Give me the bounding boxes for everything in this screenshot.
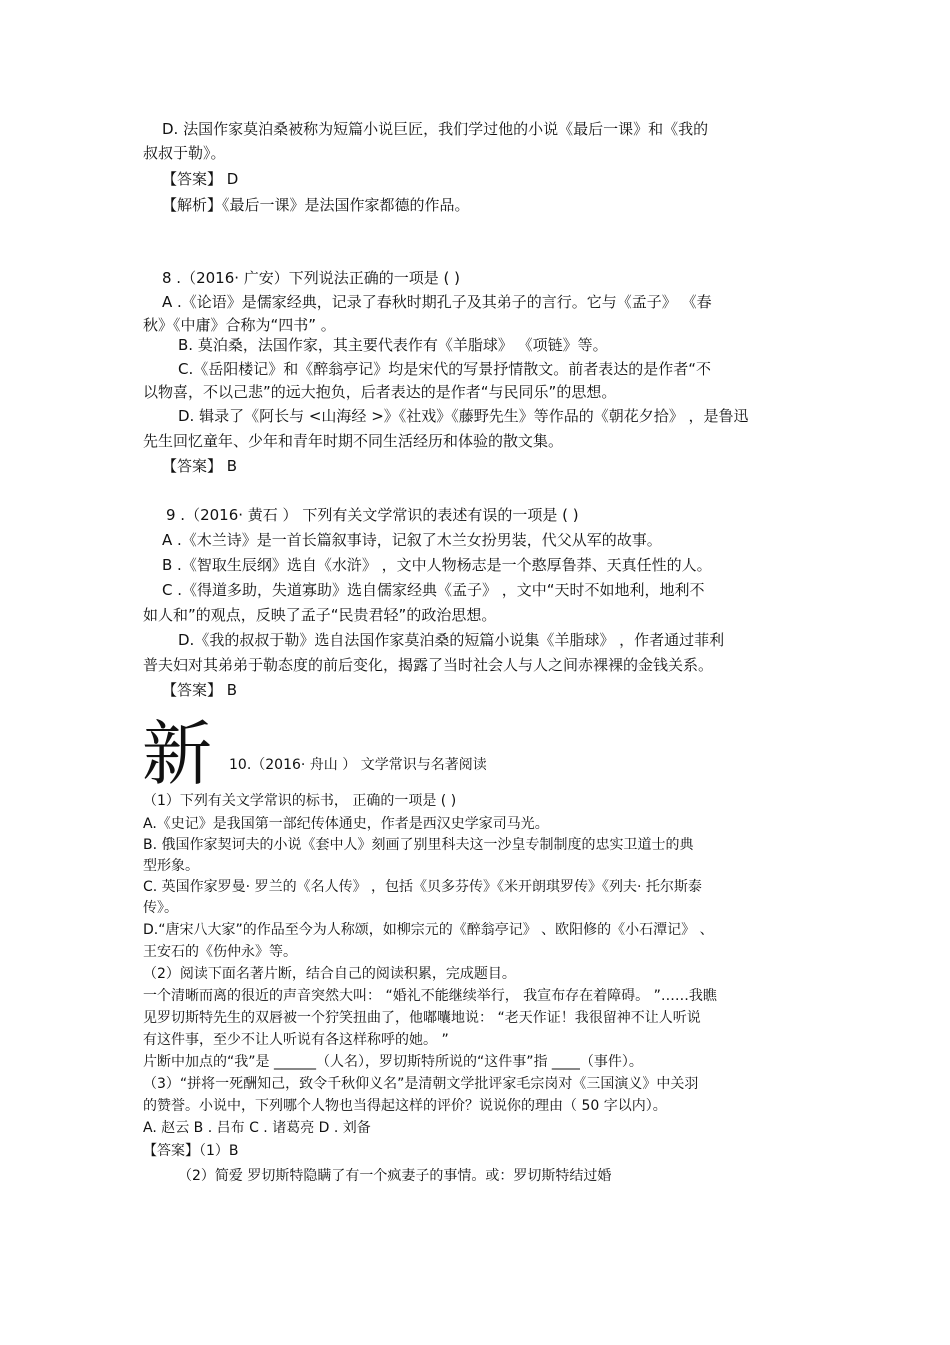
q10-part-2-prompt: （2）阅读下面名著片断，结合自己的阅读积累，完成题目。 bbox=[143, 966, 516, 982]
q10-part-1-prompt: （1）下列有关文学常识的标书， 正确的一项是 ( ) bbox=[143, 793, 457, 809]
answer-10-part-2: （2）简爱 罗切斯特隐瞒了有一个疯妻子的事情。或：罗切斯特结过婚 bbox=[178, 1168, 612, 1184]
q10-part-3-options: A. 赵云 B . 吕布 C . 诸葛亮 D . 刘备 bbox=[143, 1120, 371, 1136]
q9-option-d-line-1: D.《我的叔叔于勒》选自法国作家莫泊桑的短篇小说集《羊脂球》 ，作者通过菲利 bbox=[178, 631, 725, 649]
q10-option-c-line-1: C. 英国作家罗曼· 罗兰的《名人传》 ，包括《贝多芬传》《米开朗琪罗传》《列夫· 托尔斯泰 bbox=[143, 879, 702, 895]
large-watermark-character: 新 bbox=[142, 713, 212, 795]
analysis-7: 【解析】《最后一课》是法国作家都德的作品。 bbox=[162, 196, 470, 214]
excerpt-line-1: 一个清晰而离的很近的声音突然大叫： “婚礼不能继续举行， 我宣布存在着障碍。 ”……我瞧 bbox=[143, 988, 717, 1004]
excerpt-line-3: 有这件事，至少不让人听说有各这样称呼的她。 ” bbox=[143, 1032, 449, 1048]
q8-option-a-line-2: 秋》《中庸》合称为“四书” 。 bbox=[143, 316, 336, 334]
q10-option-a: A.《史记》是我国第一部纪传体通史，作者是西汉史学家司马光。 bbox=[143, 816, 549, 832]
q8-option-b: B. 莫泊桑，法国作家，其主要代表作有《羊脂球》 《项链》等。 bbox=[178, 336, 608, 354]
q8-option-d-line-2: 先生回忆童年、少年和青年时期不同生活经历和体验的散文集。 bbox=[143, 432, 564, 450]
q10-option-d-line-2: 王安石的《伤仲永》等。 bbox=[143, 944, 297, 960]
q9-option-d-line-2: 普夫妇对其弟弟于勒态度的前后变化，揭露了当时社会人与人之间赤裸裸的金钱关系。 bbox=[143, 656, 714, 674]
question-8-title: 8 .（2016· 广安）下列说法正确的一项是 ( ) bbox=[162, 269, 461, 287]
option-d-line-1: D. 法国作家莫泊桑被称为短篇小说巨匠，我们学过他的小说《最后一课》和《我的 bbox=[162, 120, 709, 138]
q8-option-c-line-2: 以物喜，不以己悲”的远大抱负，后者表达的是作者“与民同乐”的思想。 bbox=[143, 383, 617, 401]
q10-part-3-prompt-line-1: （3）“拼将一死酬知己，致令千秋仰义名”是清朝文学批评家毛宗岗对《三国演义》中关羽 bbox=[143, 1076, 699, 1092]
q10-option-b-line-2: 型形象。 bbox=[143, 858, 199, 874]
q9-option-b: B .《智取生辰纲》选自《水浒》 ，文中人物杨志是一个憨厚鲁莽、天真任性的人。 bbox=[162, 556, 712, 574]
q10-option-d-line-1: D.“唐宋八大家”的作品至今为人称颂，如柳宗元的《醉翁亭记》 、欧阳修的《小石潭记》 、 bbox=[143, 922, 714, 938]
q9-option-c-line-1: C .《得道多助，失道寡助》选自儒家经典《孟子》 ，文中“天时不如地利，地利不 bbox=[162, 581, 705, 599]
q8-option-d-line-1: D. 辑录了《阿长与 <山海经 >》《社戏》《藤野先生》等作品的《朝花夕拾》 ，是鲁迅 bbox=[178, 407, 749, 425]
q8-option-a-line-1: A .《论语》是儒家经典，记录了春秋时期孔子及其弟子的言行。它与《孟子》 《春 bbox=[162, 293, 712, 311]
q9-option-c-line-2: 如人和”的观点，反映了孟子“民贵君轻”的政治思想。 bbox=[143, 606, 497, 624]
q9-option-a: A .《木兰诗》是一首长篇叙事诗，记叙了木兰女扮男装，代父从军的故事。 bbox=[162, 531, 662, 549]
excerpt-line-2: 见罗切斯特先生的双唇被一个狞笑扭曲了，他嘟囔地说： “老天作证！我很留神不让人听说 bbox=[143, 1010, 701, 1026]
fill-blank-question: 片断中加点的“我”是 ______（人名），罗切斯特所说的“这件事”指 ____（事件）。 bbox=[143, 1054, 643, 1070]
answer-8: 【答案】 B bbox=[162, 457, 238, 475]
answer-7: 【答案】 D bbox=[162, 170, 239, 188]
option-d-line-2: 叔叔于勒》。 bbox=[143, 144, 226, 162]
answer-9: 【答案】 B bbox=[162, 681, 238, 699]
answer-10-part-1: 【答案】（1）B bbox=[143, 1143, 239, 1159]
question-9-title: 9 .（2016· 黄石 ） 下列有关文学常识的表述有误的一项是 ( ) bbox=[166, 506, 579, 524]
q10-part-3-prompt-line-2: 的赞誉。小说中，下列哪个人物也当得起这样的评价？说说你的理由（ 50 字以内）。 bbox=[143, 1098, 667, 1114]
q10-option-c-line-2: 传》。 bbox=[143, 900, 178, 916]
question-10-title: 10.（2016· 舟山 ） 文学常识与名著阅读 bbox=[229, 757, 487, 773]
q8-option-c-line-1: C.《岳阳楼记》和《醉翁亭记》均是宋代的写景抒情散文。前者表达的是作者“不 bbox=[178, 360, 712, 378]
q10-option-b-line-1: B. 俄国作家契诃夫的小说《套中人》刻画了别里科夫这一沙皇专制制度的忠实卫道士的典 bbox=[143, 837, 694, 853]
